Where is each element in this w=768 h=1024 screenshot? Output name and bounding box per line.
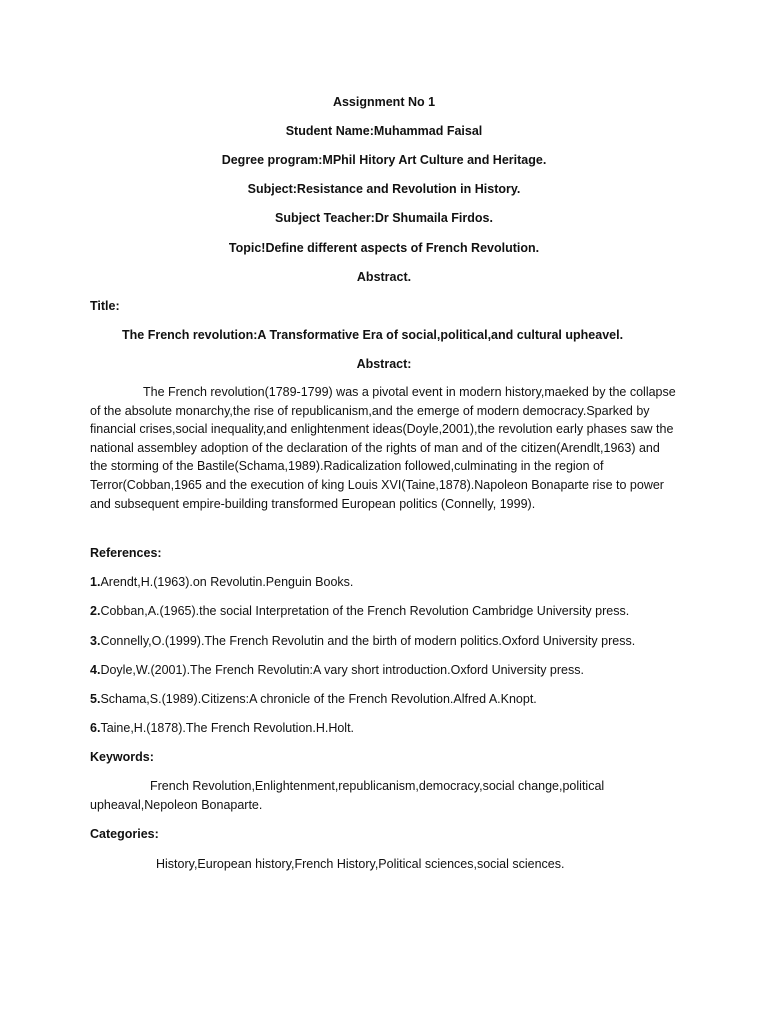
- reference-item: [90, 662, 584, 678]
- subject-teacher: Subject Teacher:Dr Shumaila Firdos.: [275, 211, 493, 225]
- reference-text: Cobban,A.(1965).the social Interpretation of the French Revolution Cambridge University press.: [100, 604, 630, 618]
- reference-number: 6.: [90, 721, 101, 735]
- student-name: Student Name:Muhammad Faisal: [285, 124, 483, 138]
- reference-number: 5.: [90, 692, 101, 706]
- reference-item: [90, 691, 537, 707]
- categories-body: History,European history,French History,Political sciences,social sciences.: [156, 857, 565, 871]
- reference-text: Doyle,W.(2001).The French Revolutin:A vary short introduction.Oxford University press.: [100, 663, 584, 677]
- reference-text: Taine,H.(1878).The French Revolution.H.Holt.: [100, 721, 355, 735]
- degree-program: Degree program:MPhil Hitory Art Culture and Heritage.: [221, 153, 547, 167]
- assignment-number: Assignment No 1: [332, 95, 436, 109]
- reference-number: 1.: [90, 575, 101, 589]
- reference-number: 3.: [90, 634, 101, 648]
- categories-heading: Categories:: [90, 827, 159, 841]
- references-heading: References:: [90, 546, 162, 560]
- topic: Topic!Define different aspects of French Revolution.: [228, 241, 540, 255]
- abstract-body: The French revolution(1789-1799) was a pivotal event in modern history,maeked by the collapse of the absolute monarchy,the rise of republicanism,and the emerge of modern democracy.Sparked by financial crises,social inequality,and enlightenment ideas(Doyle,2001),the revolution early phases saw the national assembley adoption of the declaration of the rights of man and of the citizen(Arendlt,1963) and the storming of the Bastile(Schama,1989).Radicalization followed,culminating in the region of Terror(Cobban,1965 and the execution of king Louis XVI(Taine,1878).Napoleon Bonaparte rise to power and subsequent empire-building transformed European politics (Connelly, 1999).: [90, 385, 676, 511]
- keywords-heading: Keywords:: [90, 750, 154, 764]
- reference-text: Arendt,H.(1963).on Revolutin.Penguin Books.: [100, 575, 354, 589]
- reference-item: [90, 574, 353, 590]
- keywords-body: French Revolution,Enlightenment,republicanism,democracy,social change,political upheaval,Nepoleon Bonaparte.: [90, 779, 605, 812]
- reference-number: 2.: [90, 604, 101, 618]
- reference-text: Connelly,O.(1999).The French Revolutin and the birth of modern politics.Oxford University press.: [100, 634, 636, 648]
- title-label: Title:: [90, 299, 120, 313]
- reference-item: [90, 720, 354, 736]
- paper-title: The French revolution:A Transformative Era of social,political,and cultural upheavel.: [122, 328, 624, 342]
- subject: Subject:Resistance and Revolution in History.: [247, 182, 521, 196]
- reference-item: [90, 633, 635, 649]
- abstract-heading: Abstract:: [356, 357, 412, 371]
- reference-number: 4.: [90, 663, 101, 677]
- reference-item: [90, 603, 629, 619]
- reference-text: Schama,S.(1989).Citizens:A chronicle of the French Revolution.Alfred A.Knopt.: [100, 692, 537, 706]
- abstract-heading-top: Abstract.: [356, 270, 412, 284]
